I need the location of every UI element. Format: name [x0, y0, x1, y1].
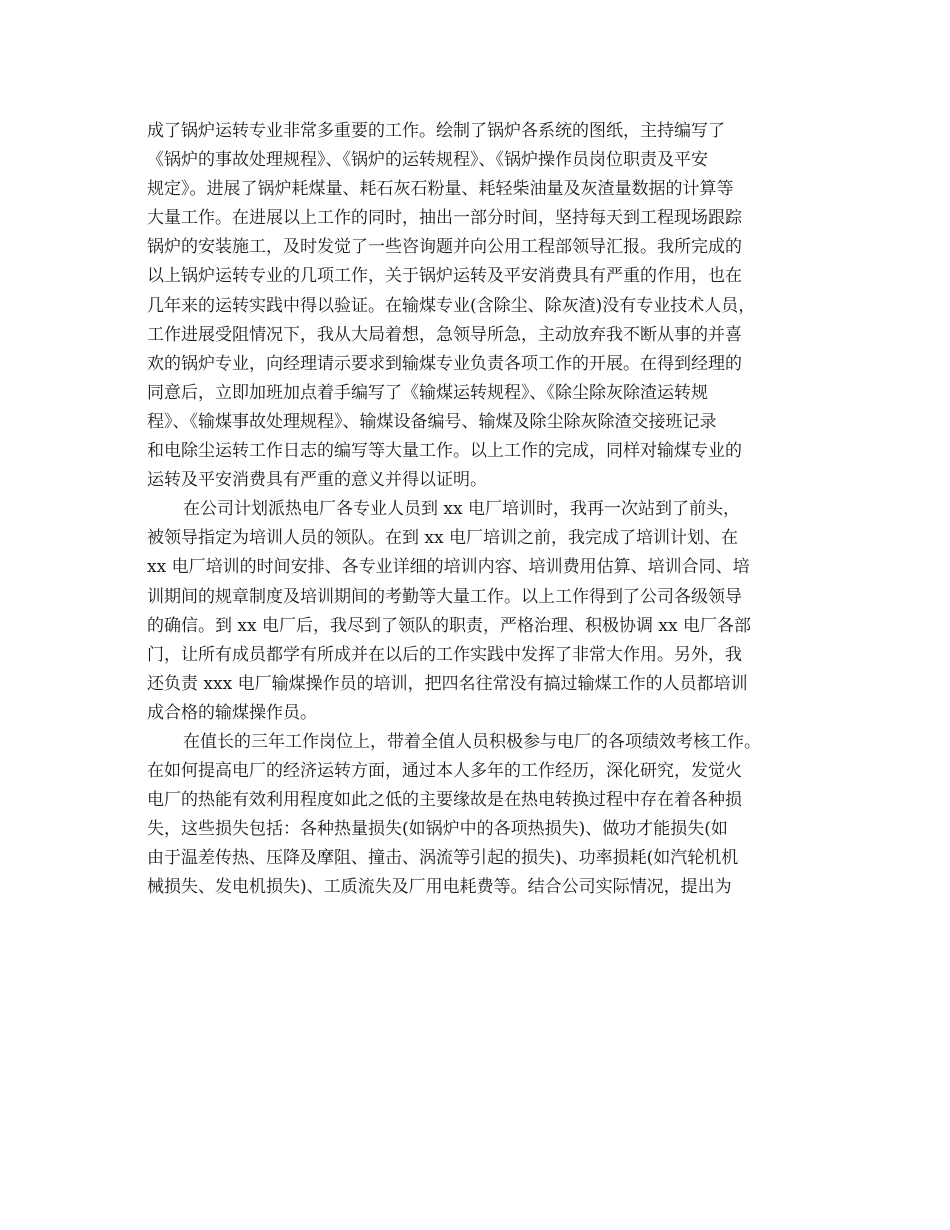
text-line: 锅炉的安装施工，及时发觉了一些咨询题并向公用工程部领导汇报。我所完成的 [147, 237, 742, 258]
text-line: 训期间的规章制度及培训期间的考勤等大量工作。以上工作得到了公司各级领导 [147, 586, 742, 607]
text-line: 门，让所有成员都学有所成并在以后的工作实践中发挥了非常大作用。另外，我 [147, 644, 742, 665]
text-line: 电厂的热能有效利用程度如此之低的主要缘故是在热电转换过程中存在着各种损 [147, 790, 742, 811]
paragraph-2 [147, 495, 807, 728]
text-line: 和电除尘运转工作日志的编写等大量工作。以上工作的完成，同样对输煤专业的 [147, 441, 742, 462]
text-line: 的确信。到 xx 电厂后，我尽到了领队的职责，严格治理、积极协调 xx 电厂各部 [147, 615, 751, 636]
text-line: 规定》。进展了锅炉耗煤量、耗石灰石粉量、耗轻柴油量及灰渣量数据的计算等 [147, 179, 734, 200]
text-line: 失，这些损失包括：各种热量损失(如锅炉中的各项热损失)、做功才能损失(如 [147, 819, 728, 840]
text-line: 程》、《输煤事故处理规程》、输煤设备编号、输煤及除尘除灰除渣交接班记录 [147, 411, 717, 432]
text-line: 由于温差传热、压降及摩阻、撞击、涡流等引起的损失)、功率损耗(如汽轮机机 [147, 848, 739, 869]
text-line: 成合格的输煤操作员。 [147, 702, 317, 723]
text-line: 几年来的运转实践中得以验证。在输煤专业(含除尘、除灰渣)没有专业技术人员， [147, 295, 756, 316]
text-line: 欢的锅炉专业，向经理请示要求到输煤专业负责各项工作的开展。在得到经理的 [147, 353, 742, 374]
text-line: 《锅炉的事故处理规程》、《锅炉的运转规程》、《锅炉操作员岗位职责及平安 [147, 150, 708, 171]
text-line: 械损失、发电机损失)、工质流失及厂用电耗费等。结合公司实际情况，提出为 [147, 877, 732, 898]
text-line: 工作进展受阻情况下，我从大局着想，急领导所急，主动放弃我不断从事的并喜 [147, 324, 742, 345]
text-line: 大量工作。在进展以上工作的同时，抽出一部分时间，坚持每天到工程现场跟踪 [147, 208, 742, 229]
text-line: 被领导指定为培训人员的领队。在到 xx 电厂培训之前，我完成了培训计划、在 [147, 528, 738, 549]
text-line: 成了锅炉运转专业非常多重要的工作。绘制了锅炉各系统的图纸，主持编写了 [147, 121, 725, 141]
text-line: 在值长的三年工作岗位上，带着全值人员积极参与电厂的各项绩效考核工作。 [183, 731, 761, 752]
paragraph-1 [147, 117, 807, 495]
paragraph-3 [147, 728, 807, 903]
text-line: 在公司计划派热电厂各专业人员到 xx 电厂培训时，我再一次站到了前头， [183, 499, 740, 520]
document-body [147, 117, 807, 903]
text-line: 在如何提高电厂的经济运转方面，通过本人多年的工作经历，深化研究，发觉火 [147, 761, 742, 782]
text-line: 同意后，立即加班加点着手编写了《输煤运转规程》、《除尘除灰除渣运转规 [147, 382, 708, 403]
text-line: 以上锅炉运转专业的几项工作，关于锅炉运转及平安消费具有严重的作用，也在 [147, 266, 742, 287]
text-line: xx 电厂培训的时间安排、各专业详细的培训内容、培训费用估算、培训合同、培 [147, 557, 750, 578]
text-line: 还负责 xxx 电厂输煤操作员的培训，把四名往常没有搞过输煤工作的人员都培训 [147, 673, 748, 694]
text-line: 运转及平安消费具有严重的意义并得以证明。 [147, 470, 487, 491]
